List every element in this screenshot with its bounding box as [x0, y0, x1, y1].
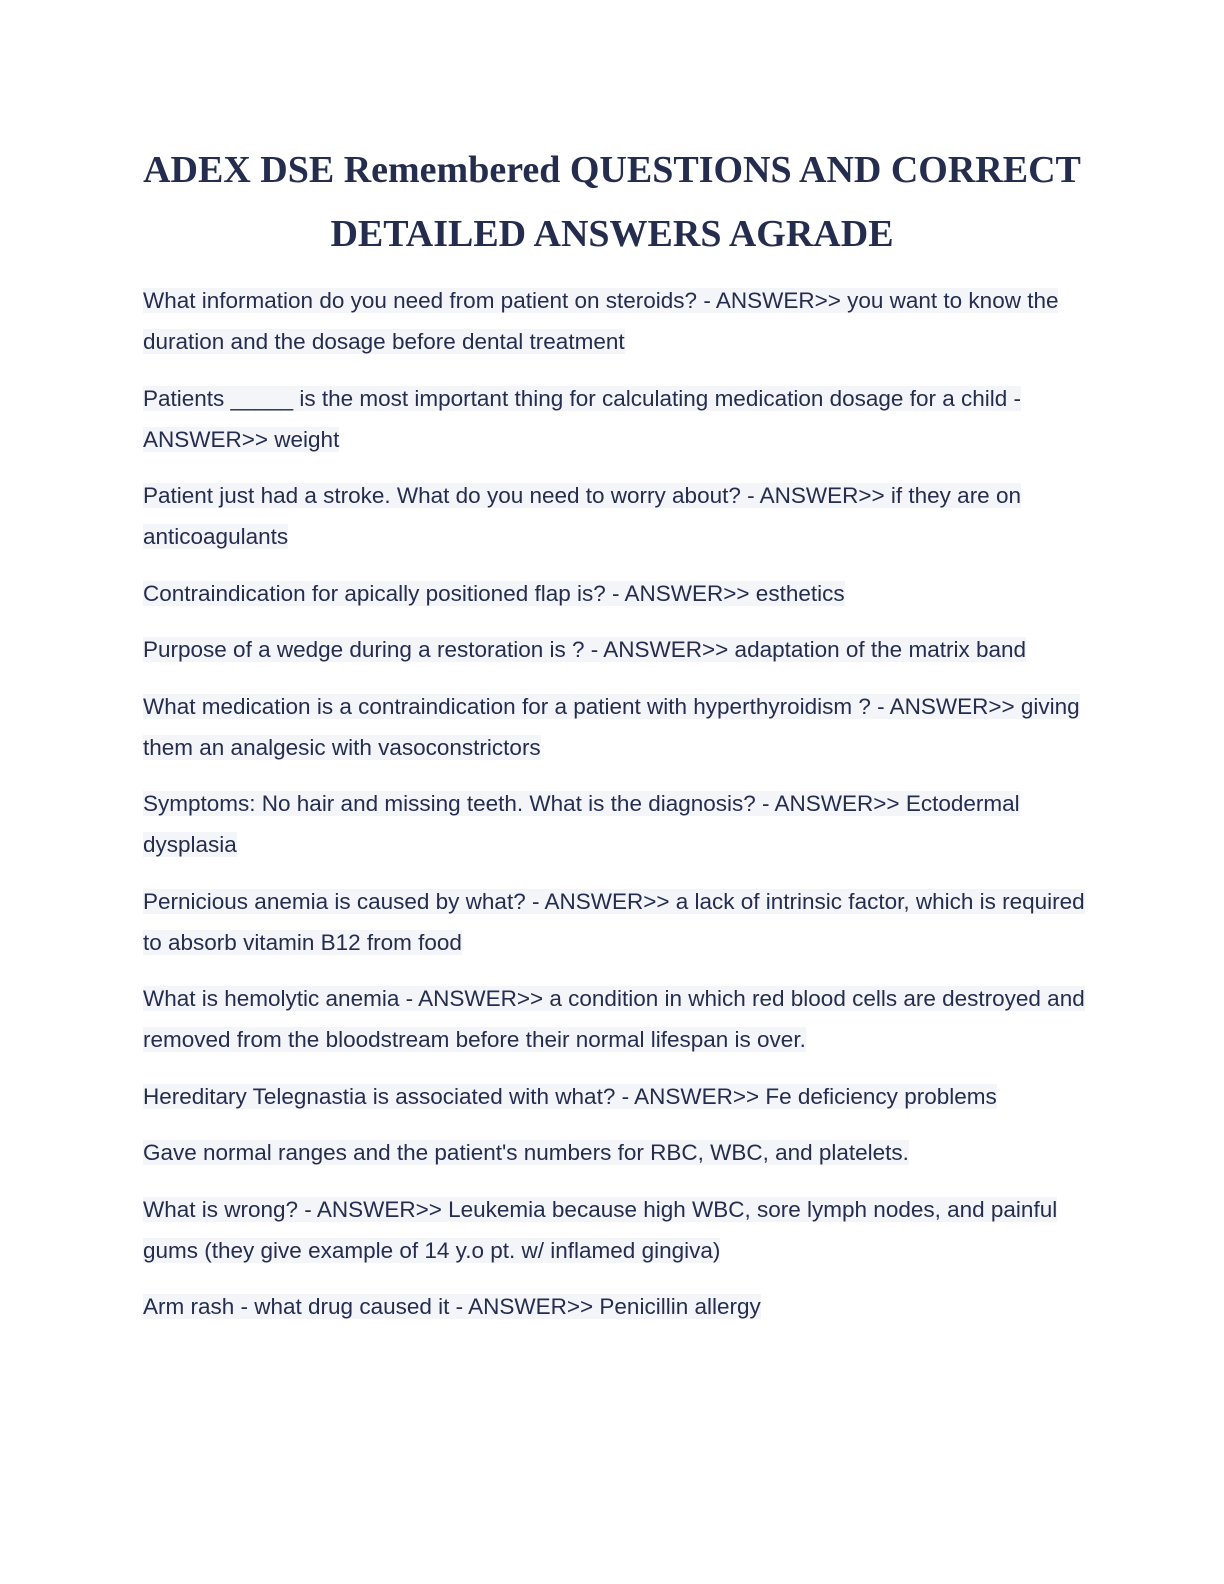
qa-text: Hereditary Telegnastia is associated with what? - ANSWER>> Fe deficiency problems	[143, 1083, 997, 1109]
qa-item	[143, 783, 1103, 865]
qa-item	[143, 1132, 1103, 1173]
qa-item	[143, 378, 1103, 460]
qa-item	[143, 280, 1103, 362]
qa-text: What medication is a contraindication for a patient with hyperthyroidism ? - ANSWER>> giving them an analgesic with vasoconstrictors	[143, 693, 1080, 760]
qa-text: Purpose of a wedge during a restoration is ? - ANSWER>> adaptation of the matrix band	[143, 637, 1027, 662]
qa-text: Gave normal ranges and the patient's numbers for RBC, WBC, and platelets.	[143, 1140, 909, 1165]
qa-text: Symptoms: No hair and missing teeth. What is the diagnosis? - ANSWER>> Ectodermal dysplasia	[143, 791, 1020, 857]
title-line-2: DETAILED ANSWERS AGRADE	[330, 213, 894, 255]
qa-item	[143, 978, 1103, 1060]
qa-item	[143, 573, 1103, 614]
qa-text: Patients _____ is the most important thing for calculating medication dosage for a child - ANSWER>> weight	[143, 385, 1021, 452]
qa-text: Arm rash - what drug caused it - ANSWER>> Penicillin allergy	[143, 1294, 761, 1319]
qa-text: Patient just had a stroke. What do you need to worry about? - ANSWER>> if they are on anticoagulants	[143, 483, 1021, 549]
qa-item	[143, 475, 1103, 557]
qa-item	[143, 1286, 1103, 1327]
qa-item	[143, 1076, 1103, 1117]
qa-item	[143, 629, 1103, 670]
qa-list	[143, 280, 1103, 1343]
qa-item	[143, 881, 1103, 963]
document-title	[120, 138, 1104, 266]
qa-item	[143, 686, 1103, 768]
qa-item	[143, 1189, 1103, 1271]
qa-text: Pernicious anemia is caused by what? - ANSWER>> a lack of intrinsic factor, which is required to absorb vitamin B12 from food	[143, 888, 1085, 955]
qa-text: What is wrong? - ANSWER>> Leukemia because high WBC, sore lymph nodes, and painful gums (they give example of 14 y.o pt. w/ inflamed gingiva)	[143, 1196, 1058, 1263]
qa-text: What information do you need from patient on steroids? - ANSWER>> you want to know the duration and the dosage before dental treatment	[143, 288, 1059, 354]
qa-text: What is hemolytic anemia - ANSWER>> a condition in which red blood cells are destroyed and removed from the bloodstream before their normal lifespan is over.	[143, 986, 1085, 1052]
title-line-1: ADEX DSE Remembered QUESTIONS AND CORRECT	[143, 149, 1081, 191]
qa-text: Contraindication for apically positioned flap is? - ANSWER>> esthetics	[143, 580, 845, 606]
